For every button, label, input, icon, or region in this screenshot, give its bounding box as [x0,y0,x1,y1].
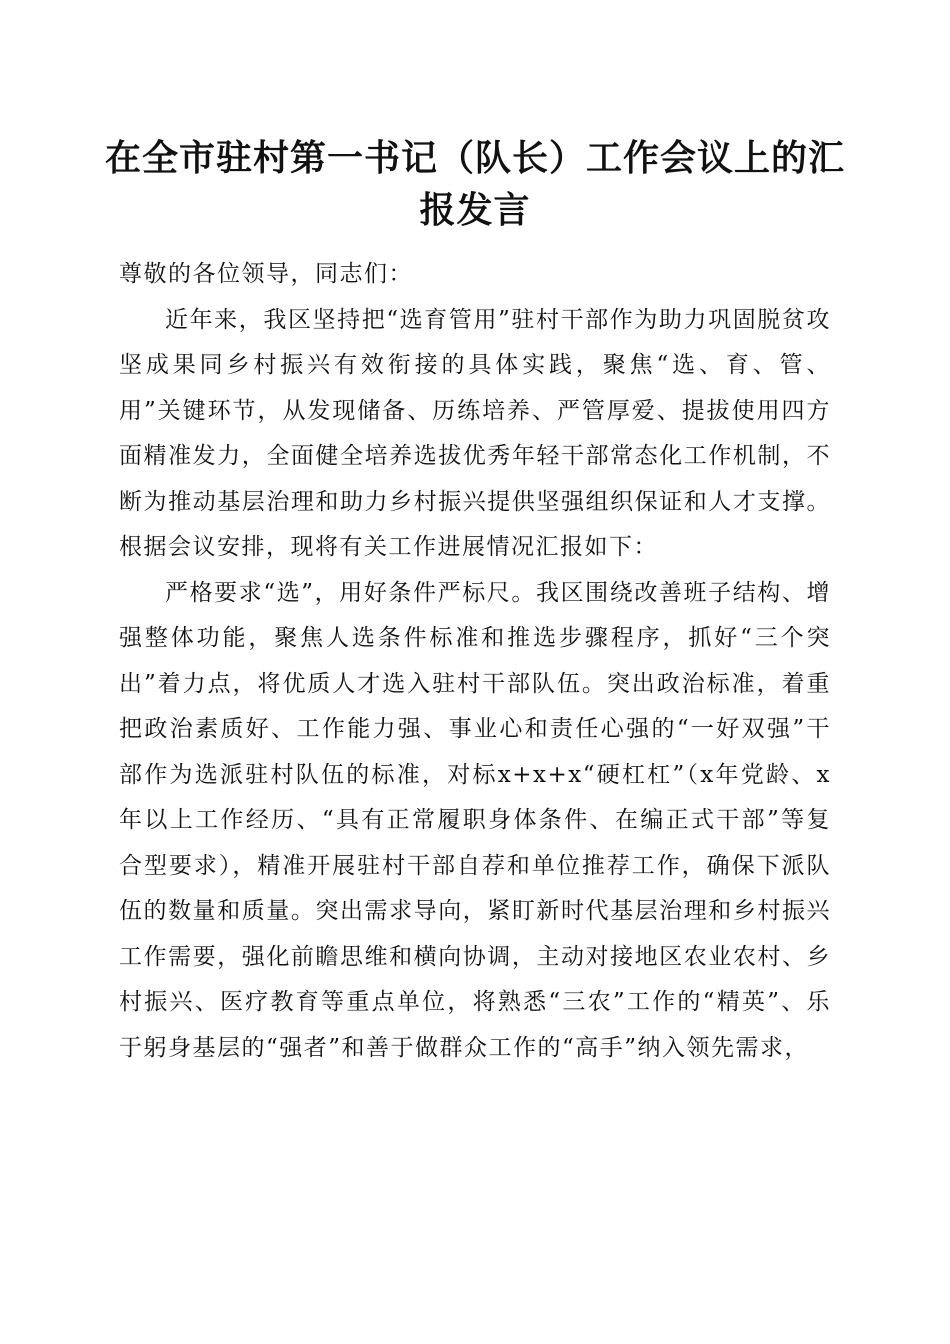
salutation: 尊敬的各位领导，同志们： [119,261,413,287]
paragraph-intro: 近年来，我区坚持把“选育管用”驻村干部作为助力巩固脱贫攻坚成果同乡村振兴有效衔接的具体实践，聚焦“选、育、管、用”关键环节，从发现储备、历练培养、严管厚爱、提拔使用四方面精准发力，全面健全培养选拔优秀年轻干部常态化工作机制，不断为推动基层治理和助力乡村振兴提供坚强组织保证和人才支撑。根据会议安排，现将有关工作进展情况汇报如下： [119,306,831,560]
document-body [119,252,831,1071]
document-title: 在全市驻村第一书记（队长）工作会议上的汇报发言 [104,137,845,231]
paragraph-selection: 严格要求“选”，用好条件严标尺。我区围绕改善班子结构、增强整体功能，聚焦人选条件标准和推选步骤程序，抓好“三个突出”着力点，将优质人才选入驻村干部队伍。突出政治标准，着重把政治素质好、工作能力强、事业心和责任心强的“一好双强”干部作为选派驻村队伍的标准，对标x+x+x“硬杠杠”（x年党龄、x年以上工作经历、“具有正常履职身体条件、在编正式干部”等复合型要求），精准开展驻村干部自荐和单位推荐工作，确保下派队伍的数量和质量。突出需求导向，紧盯新时代基层治理和乡村振兴工作需要，强化前瞻思维和横向协调，主动对接地区农业农村、乡村振兴、医疗教育等重点单位，将熟悉“三农”工作的“精英”、乐于躬身基层的“强者”和善于做群众工作的“高手”纳入领先需求， [119,579,831,1061]
